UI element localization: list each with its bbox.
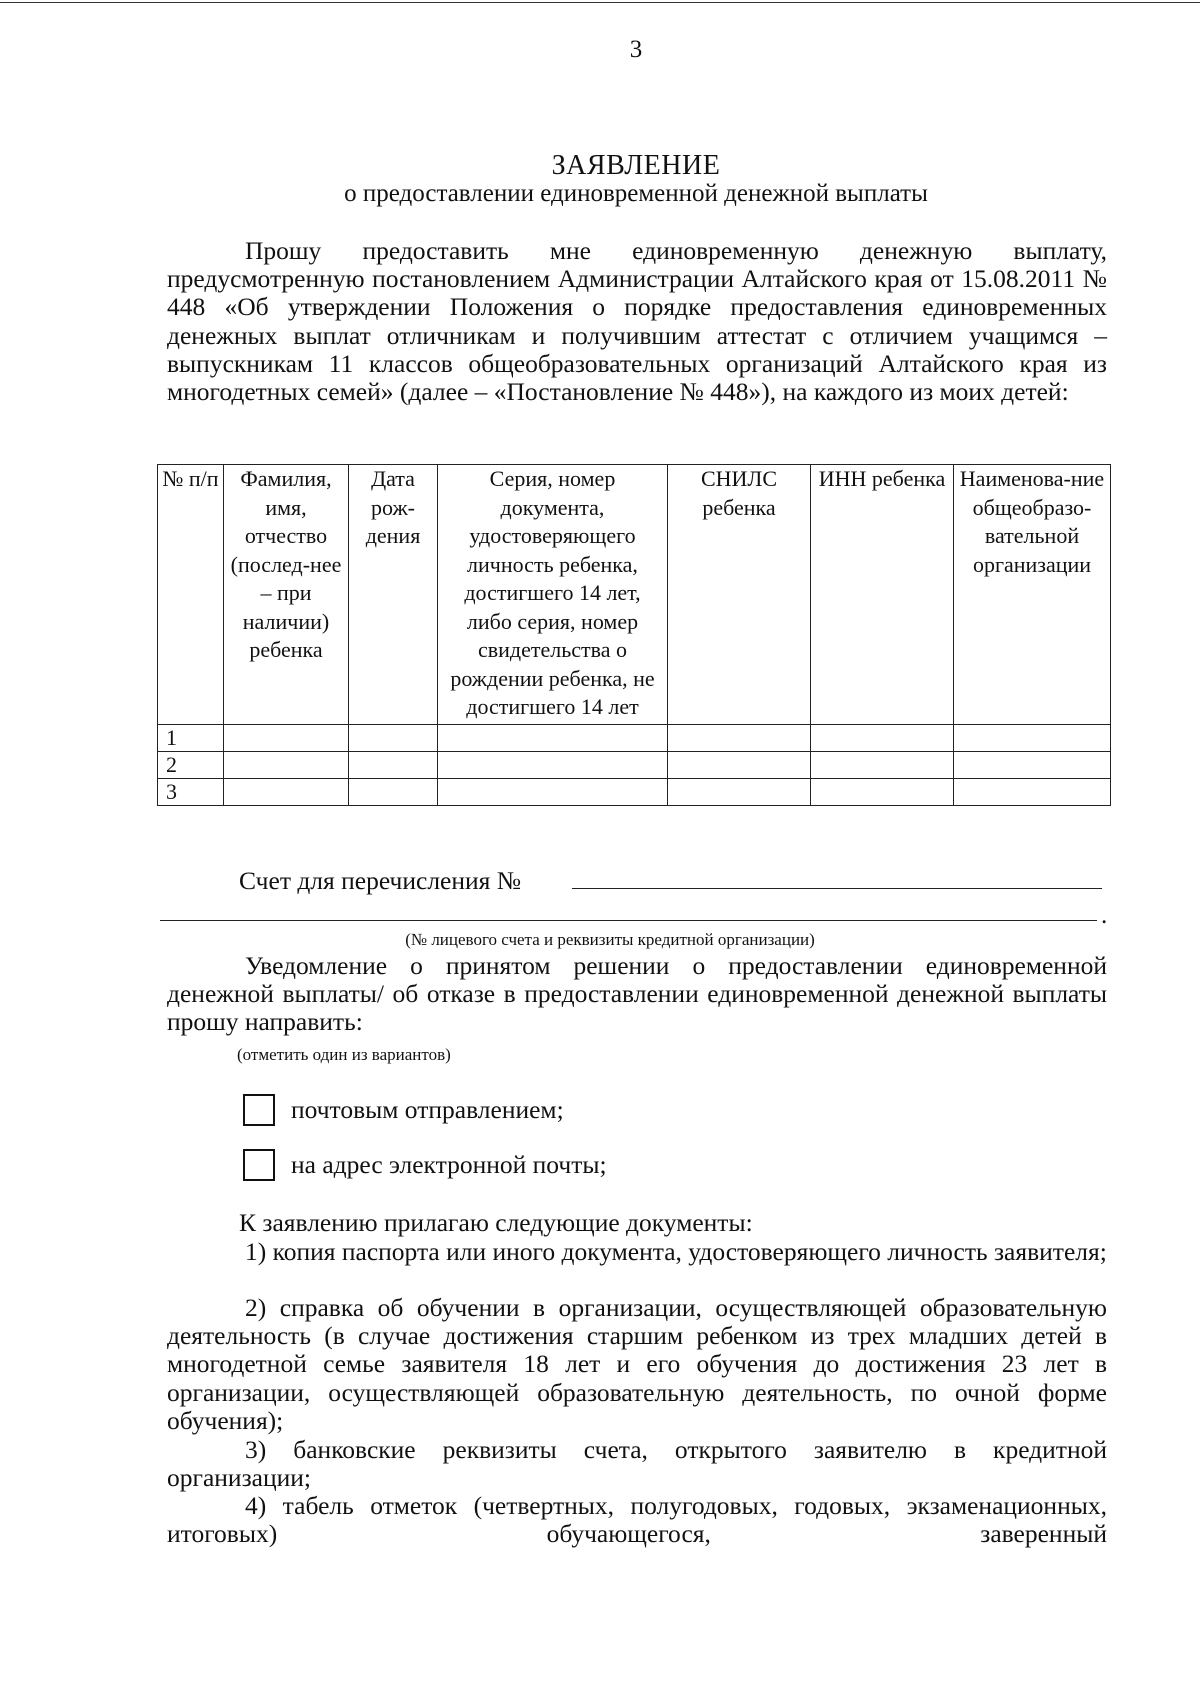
header-snils: СНИЛС ребенка [668, 465, 811, 725]
cell-school[interactable] [954, 724, 1111, 751]
account-end-mark: . [1101, 902, 1108, 929]
row-number: 2 [158, 751, 224, 778]
cell-inn[interactable] [811, 751, 954, 778]
intro-paragraph: Прошу предоставить мне единовременную денежную выплату, предусмотренную постановлением Администрации Алтайского края от 15.08.2011 № 448 «Об утверждении Положения о порядке предоставления единовременных денежных выплат отличникам и получившим аттестат с отличием учащимся – выпускникам 11 классов общеобразовательных организаций Алтайского края из многодетных семей» (далее – «Постановление № 448»), на каждого из моих детей: [167, 236, 1107, 407]
account-number-field[interactable] [572, 888, 1102, 889]
cell-snils[interactable] [668, 751, 811, 778]
document-item: 2) справка об обучении в организации, осуществляющей образовательную деятельность (в случае достижения старшим ребенком из трех младших детей в многодетной семье заявителя 18 лет и его обучения до достижения 23 лет в организации, осуществляющей образовательную деятельность, по очной форме обучения); [167, 1293, 1107, 1435]
checkbox-postal[interactable] [243, 1094, 275, 1126]
cell-full-name[interactable] [224, 778, 349, 805]
option-postal-label: почтовым отправлением; [291, 1095, 564, 1124]
checkbox-email[interactable] [243, 1149, 275, 1181]
document-item: 4) табель отметок (четвертных, полугодовых, годовых, экзаменационных, итоговых) обучающегося, заверенный [167, 1491, 1107, 1549]
cell-birth-date[interactable] [349, 724, 438, 751]
cell-birth-date[interactable] [349, 751, 438, 778]
header-full-name: Фамилия, имя, отчество (послед-нее – при наличии) ребенка [224, 465, 349, 725]
cell-snils[interactable] [668, 778, 811, 805]
header-birth-date: Дата рож-дения [349, 465, 438, 725]
document-subtitle: о предоставлении единовременной денежной выплаты [344, 180, 928, 207]
table-row [158, 724, 1111, 751]
cell-snils[interactable] [668, 724, 811, 751]
option-postal[interactable] [243, 1092, 564, 1128]
document-item: 1) копия паспорта или иного документа, удостоверяющего личность заявителя; [245, 1237, 1107, 1266]
option-email[interactable] [243, 1147, 607, 1183]
cell-school[interactable] [954, 751, 1111, 778]
cell-inn[interactable] [811, 724, 954, 751]
header-number: № п/п [158, 465, 224, 725]
cell-inn[interactable] [811, 778, 954, 805]
account-caption: (№ лицевого счета и реквизиты кредитной организации) [405, 930, 815, 949]
cell-full-name[interactable] [224, 751, 349, 778]
option-email-label: на адрес электронной почты; [291, 1150, 607, 1179]
table-row [158, 751, 1111, 778]
cell-document[interactable] [438, 751, 668, 778]
cell-full-name[interactable] [224, 724, 349, 751]
cell-school[interactable] [954, 778, 1111, 805]
header-school: Наименова-ние общеобразо-вательной организации [954, 465, 1111, 725]
page-number: 3 [629, 36, 643, 63]
documents-heading: К заявлению прилагаю следующие документы: [239, 1208, 753, 1237]
header-document: Серия, номер документа, удостоверяющего личность ребенка, достигшего 14 лет, либо серия, номер свидетельства о рождении ребенка, не достигшего 14 лет [438, 465, 668, 725]
account-label: Счет для перечисления № [239, 866, 522, 895]
notification-hint: (отметить один из вариантов) [237, 1045, 451, 1064]
row-number: 3 [158, 778, 224, 805]
document-title: ЗАЯВЛЕНИЕ [551, 150, 721, 181]
account-details-field[interactable] [160, 920, 1097, 921]
table-row [158, 778, 1111, 805]
notification-paragraph: Уведомление о принятом решении о предоставлении единовременной денежной выплаты/ об отказе в предоставлении единовременной денежной выплаты прошу направить: [167, 951, 1107, 1037]
document-item: 3) банковские реквизиты счета, открытого заявителю в кредитной организации; [167, 1435, 1107, 1493]
table-header-row [158, 465, 1111, 725]
top-border-line [0, 2, 1200, 3]
cell-birth-date[interactable] [349, 778, 438, 805]
header-inn: ИНН ребенка [811, 465, 954, 725]
cell-document[interactable] [438, 778, 668, 805]
row-number: 1 [158, 724, 224, 751]
children-table [157, 464, 1111, 806]
cell-document[interactable] [438, 724, 668, 751]
